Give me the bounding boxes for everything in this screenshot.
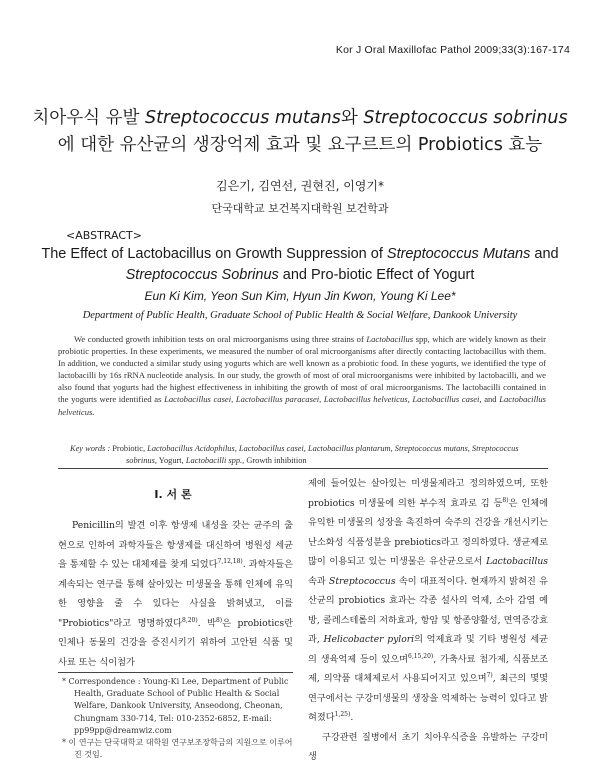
english-title-line-1 [0, 244, 600, 265]
left-column-body [58, 516, 293, 672]
english-title-text: and [530, 246, 559, 262]
english-affiliation: Department of Public Health, Graduate School of Public Health & Social Welfare, Dankook University [82, 310, 518, 321]
citation: 8) [502, 496, 509, 504]
abstract-text: spp, which are widely known as their probiotic properties. In these experiments, we measured the number of oral microorganisms after directly contacting lactobacillus with them. In addition, we conducted a similar study using yogurts which are well known as a probiotic food. In these yogurts, we identified the type of lactobacilli by 16s rRNA nucleotide analysis. In our study, the growth of most of oral microorganisms were inhibited by lactobacilli, and we also found that yogurts had the highest effectiveness in inhibiting the growth of most of oral microorganisms. The lactobacilli contained in the yogurts were identified as [58, 334, 546, 405]
body-text: 속과 [308, 575, 330, 587]
english-authors: Eun Ki Kim, Yeon Sun Kim, Hyun Jin Kwon, Young Ki Lee* [144, 289, 456, 303]
right-column-body [308, 474, 548, 767]
body-text: 은 probiotics란 인체나 동물의 건강을 증진시키기 위하여 고안된 식품 및 사료 또는 식이첨가 [58, 617, 293, 668]
korean-title-line-1 [0, 105, 600, 131]
keywords-text: Probiotic, [110, 444, 148, 453]
keywords-label: Key words : [70, 444, 111, 453]
citation: 8,20) [182, 616, 198, 624]
body-text: 은 인체에 유익한 미생물의 성장을 촉진하여 숙주의 건강을 개선시키는 난소화성 식품성분을 prebiotics라고 정의하였다. 생균제로 많이 이용되고 있는 미생물은 유산균으로서 [308, 497, 549, 567]
body-text: , 최근의 몇몇 연구에서는 구강미생물의 생장을 억제하는 능력이 있다고 밝혀졌다 [308, 673, 548, 723]
korean-title-line-2: 에 대한 유산균의 생장억제 효과 및 요구르트의 Probiotics 효능 [57, 135, 543, 155]
abstract-italic: Lactobacillus casei, Lactobacillus paracasei, Lactobacillus helveticus, Lactobacillus casei, [164, 394, 482, 405]
keywords-text: Growth inhibition [244, 456, 307, 465]
journal-reference: Kor J Oral Maxillofac Pathol 2009;33(3):167-174 [335, 44, 570, 56]
korean-authors: 김은기, 김연선, 권현진, 이영기* [216, 179, 384, 193]
korean-title-text: 와 [340, 108, 364, 128]
section-heading-introduction: I. 서 론 [154, 488, 192, 501]
keywords-italic: Lactobacillus Acidophilus, Lactobacillus casei, Lactobacillus plantarum, Streptococcus mutans, Streptococcus sobrinus, [126, 444, 519, 465]
body-italic: Streptococcus [329, 575, 396, 587]
body-text: 제에 들어있는 살아있는 미생물제라고 정의하였으며, 또한 probiotics 미생물에 의한 부수적 효과로 김 등 [308, 478, 548, 509]
korean-affiliation: 단국대학교 보건복지대학원 보건학과 [211, 202, 389, 215]
keywords [70, 443, 546, 467]
footnote-funding: * 이 연구는 단국대학교 대학원 연구보조장학금의 지원으로 이루어진 것임. [62, 738, 293, 760]
footnotes [58, 676, 293, 761]
body-text: , 가축사료 첨가제, 식품보조제, 의약품 대체제로서 사용되어지고 있으며 [308, 653, 548, 684]
body-text: . 박 [197, 617, 216, 629]
english-title-line-2 [0, 265, 600, 286]
abstract-text: We conducted growth inhibition tests on oral microorganisms using three strains of [74, 334, 367, 344]
abstract-text: and [481, 394, 500, 405]
keywords-text: Yogurt, [156, 456, 186, 465]
body-text: . 과학자들은 계속되는 연구를 통해 살아있는 미생물을 통해 인체에 유익한 영향을 줄 수 있다는 사실을 밝혀냈고, 이를 "Probiotics"라고 명명하였다 [58, 559, 293, 629]
body-text: Penicillin의 발견 이후 항생제 내성을 갖는 균주의 출현으로 인하여 과학자들은 항생제를 대신하여 병원성 세균을 통제할 수 있는 대체제를 찾게 되었다 [58, 520, 293, 570]
english-title-text: and Pro-biotic Effect of Yogurt [278, 267, 475, 283]
korean-title-species-2: Streptococcus sobrinus [363, 108, 568, 128]
abstract-italic: Lactobacillus [366, 334, 414, 344]
citation: 1,25) [334, 710, 351, 718]
citation: 6,15,20) [408, 652, 434, 660]
english-title-text: The Effect of Lactobacillus on Growth Suppression of [41, 246, 387, 262]
body-text: 속이 대표적이다. 현재까지 밝혀진 유산균의 probiotics 효과는 각종 설사의 억제, 소아 감염 예방, 콜레스테롤의 저하효과, 항암 및 항종양활성, 면역증강효과, [308, 575, 548, 645]
korean-title-text: 치아우식 유발 [32, 108, 145, 128]
body-italic: Lactobacillus [486, 556, 548, 567]
korean-title-species-1: Streptococcus mutans [144, 108, 341, 128]
english-title-species: Streptococcus Mutans [386, 246, 531, 262]
citation: 8) [215, 616, 223, 624]
section-divider [58, 468, 548, 469]
abstract-italic: Lactobacillus helveticus. [58, 394, 546, 417]
body-text: . [350, 712, 354, 723]
citation: 7,12,18) [217, 557, 243, 565]
body-italic: Helicobacter pylori [323, 634, 415, 645]
footnote-divider [58, 672, 293, 673]
english-title-species: Streptococcus Sobrinus [125, 267, 279, 283]
keywords-italic: Lactobacilli spp., [185, 456, 245, 465]
right-paragraph-2: 구강관련 질병에서 초기 치아우식증을 유발하는 구강미생 [308, 731, 548, 762]
abstract-heading: <ABSTRACT> [66, 229, 142, 242]
citation: 7) [486, 671, 493, 679]
footnote-correspondence: * Correspondence : Young-Ki Lee, Department of Public Health, Graduate School of Public Health & Social Welfare, Dankook University, Anseodong, Cheonan, Chungnam 330-714, Tel: 010-2352-6852, E-mail: pp99pp@dreamwiz.com [62, 677, 289, 735]
body-text: 의 억제효과 및 기타 병원성 세균의 생육억제 등이 있으며 [308, 634, 548, 665]
right-paragraph-1 [308, 474, 548, 728]
abstract-body [58, 333, 546, 418]
